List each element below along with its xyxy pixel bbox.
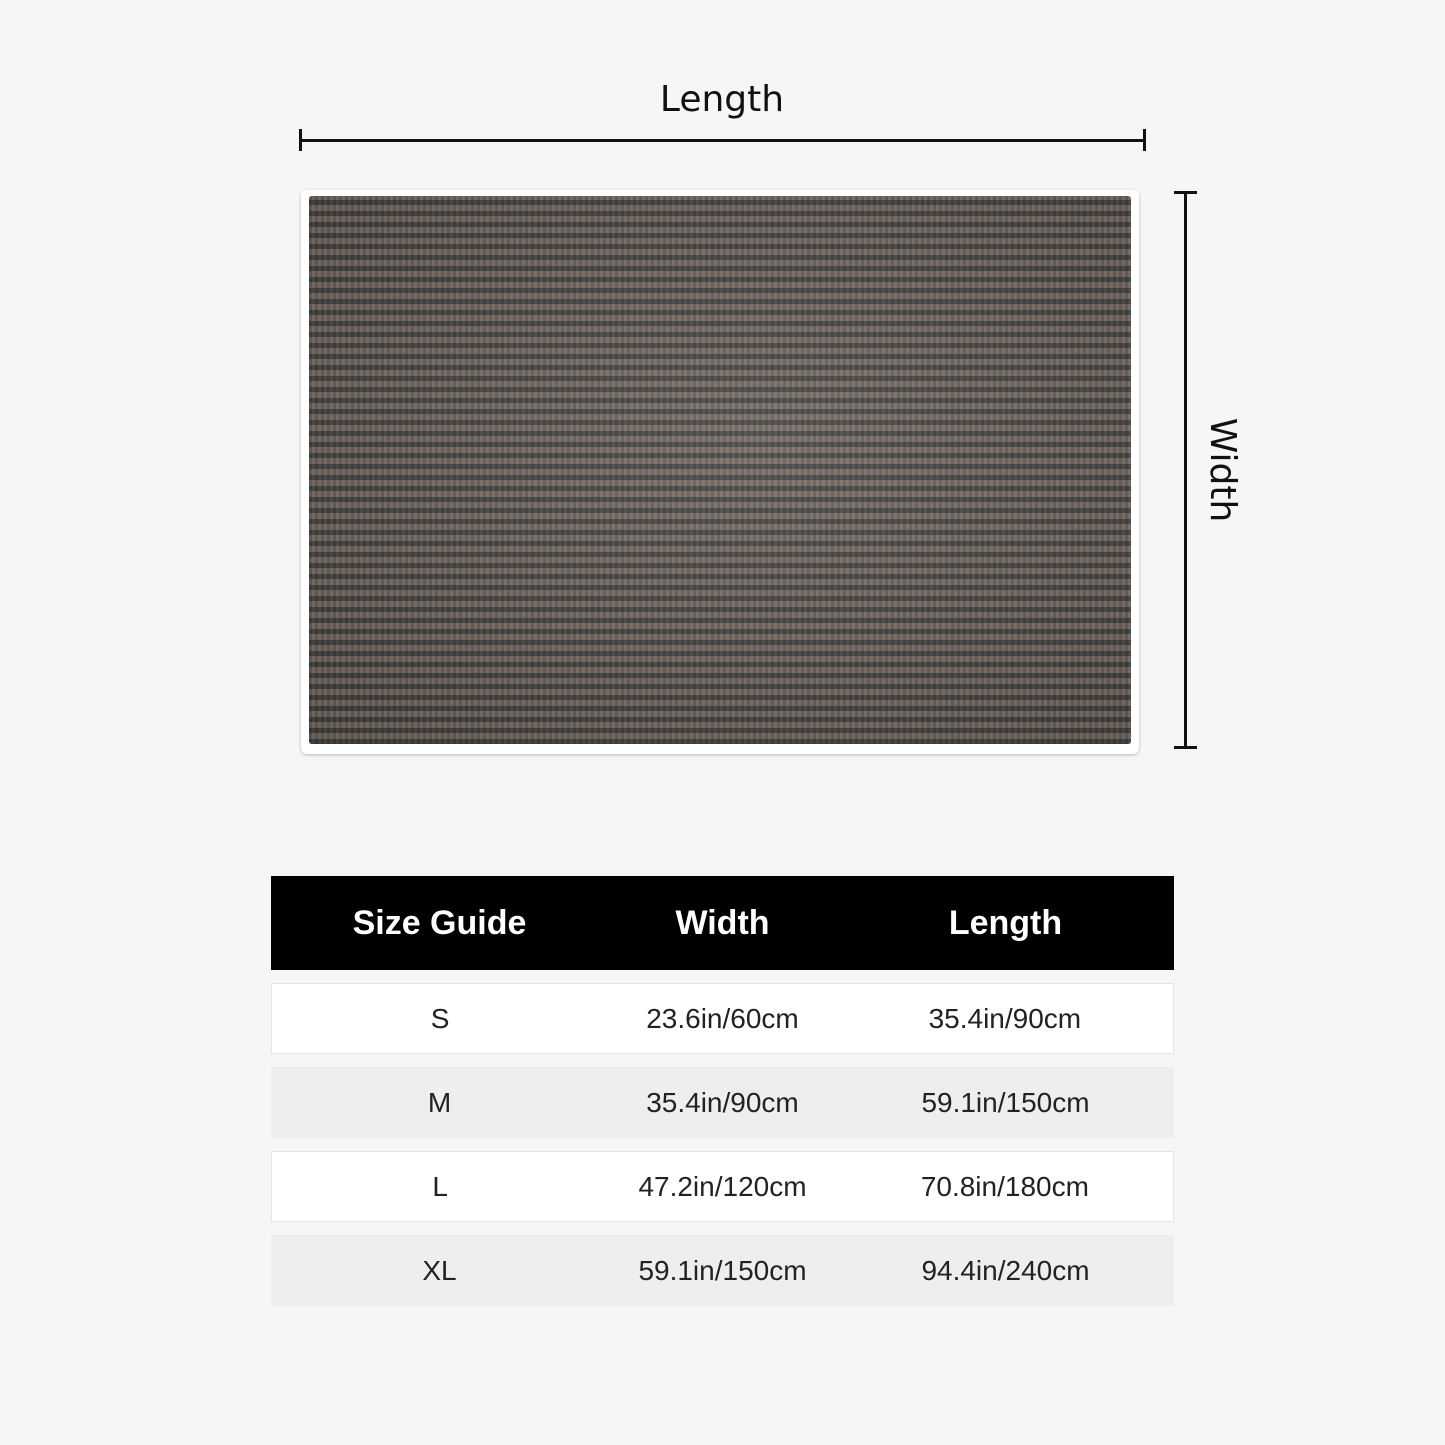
size-cell: M: [427, 1086, 452, 1118]
width-cell: 47.2in/120cm: [638, 1170, 807, 1202]
table-row: [271, 983, 1174, 1054]
size-cell: S: [430, 1002, 450, 1034]
table-row: [271, 1067, 1174, 1138]
length-dimension-end-tick: [1143, 129, 1146, 151]
length-cell: 35.4in/90cm: [928, 1002, 1082, 1034]
header-size-guide: Size Guide: [352, 903, 527, 942]
mat-woven-texture: [309, 196, 1131, 744]
mat-product-image: [301, 190, 1139, 754]
length-cell: 59.1in/150cm: [921, 1086, 1090, 1118]
width-cell: 59.1in/150cm: [638, 1254, 807, 1286]
width-cell: 35.4in/90cm: [646, 1086, 799, 1118]
length-dimension-line: [299, 139, 1146, 142]
size-cell: XL: [422, 1254, 457, 1286]
table-row: [271, 1235, 1174, 1306]
header-width: Width: [675, 903, 770, 942]
length-cell: 94.4in/240cm: [921, 1254, 1090, 1286]
header-length: Length: [948, 903, 1063, 942]
width-cell: 23.6in/60cm: [646, 1002, 799, 1034]
width-dimension-line: [1184, 191, 1187, 749]
width-dimension-label: Width: [1202, 417, 1243, 523]
table-row: [271, 1151, 1174, 1222]
size-cell: L: [432, 1170, 448, 1202]
length-dimension-label: Length: [659, 79, 785, 120]
width-dimension-end-tick: [1174, 746, 1197, 749]
size-guide-table: [271, 876, 1174, 1306]
table-header: [271, 876, 1174, 970]
length-cell: 70.8in/180cm: [920, 1170, 1089, 1202]
